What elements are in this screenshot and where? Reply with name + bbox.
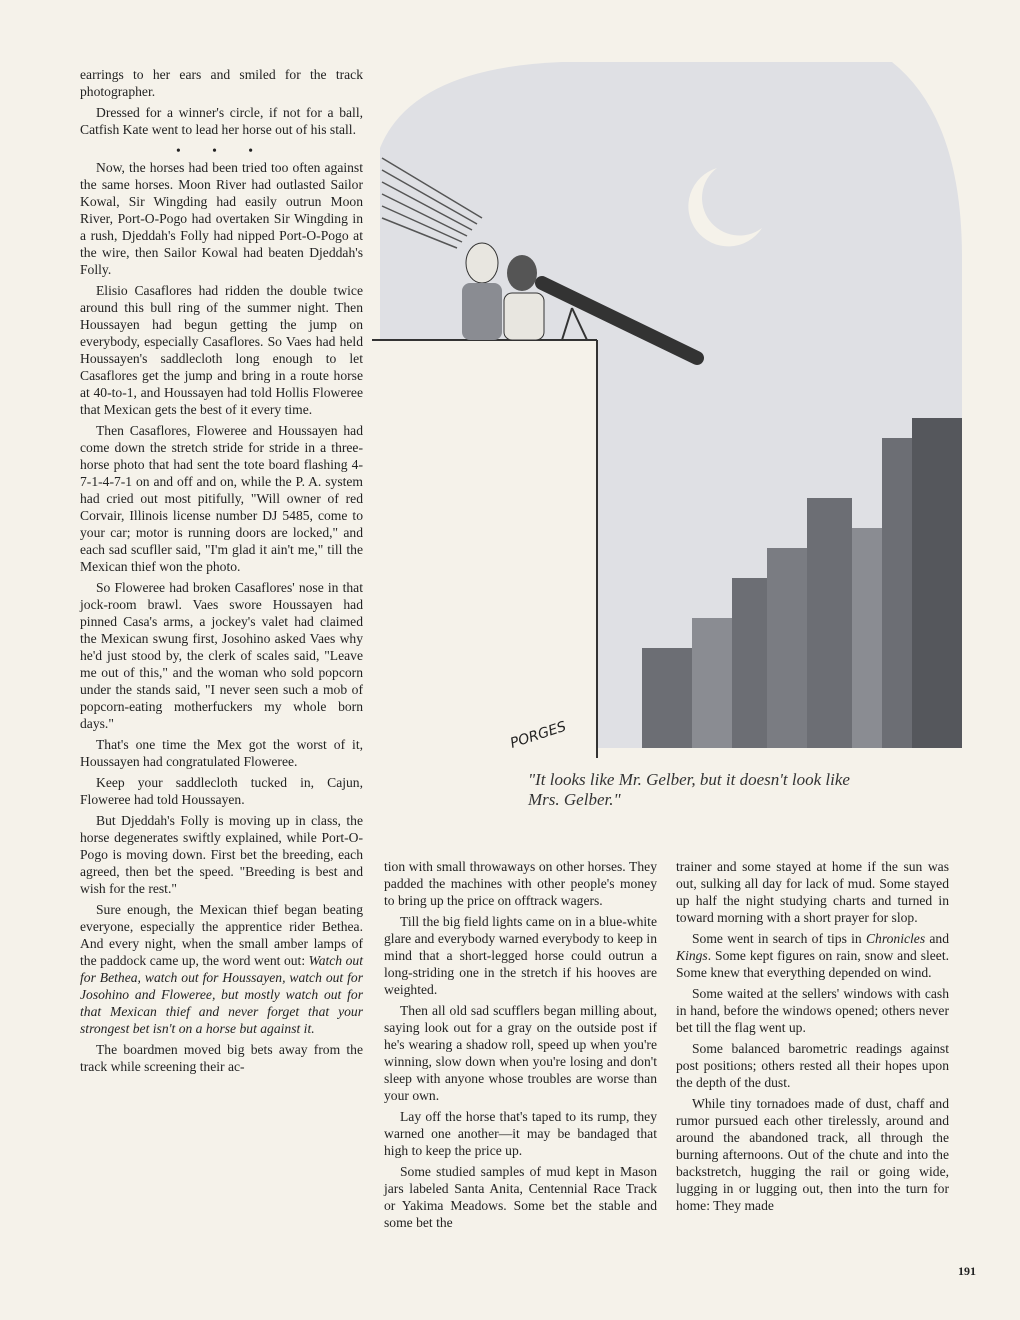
paragraph: Till the big field lights came on in a blue-white glare and everybody warned everybody to keep in mind that a short-legged horse could outrun a long-striding one in the stretch if his hooves are weighted. bbox=[384, 914, 657, 997]
paragraph: Then all old sad scufflers began milling about, saying look out for a gray on the outside post if he's wearing a shadow roll, speed up when you're winning, slow down when you're losing and don't sleep with anyone whose troubles are worse than your own. bbox=[384, 1003, 657, 1103]
paragraph: Some studied samples of mud kept in Mason jars labeled Santa Anita, Centennial Race Track or Yakima Meadows. Some bet the stable and some bet the bbox=[384, 1164, 657, 1230]
text-column-3 bbox=[676, 858, 949, 1218]
paragraph-text: . Some kept figures on rain, snow and sleet. Some knew that everything depended on wind. bbox=[676, 948, 949, 980]
paragraph-italic: Chronicles bbox=[865, 931, 926, 946]
paragraph: While tiny tornadoes made of dust, chaff and rumor pursued each other tirelessly, around and around the abandoned track, all through the burning afternoons. Out of the chute and into the backstretch, hugging the rail or going wide, lugging in or lugging out, then into the turn for home: They made bbox=[676, 1096, 949, 1213]
paragraph bbox=[676, 930, 949, 981]
paragraph-text: Some went in search of tips in bbox=[692, 931, 862, 946]
paragraph-italic: Kings bbox=[676, 948, 708, 963]
paragraph: Now, the horses had been tried too often against the same horses. Moon River had outlasted Sailor Kowal, Sir Wingding had easily outrun Moon River, Port-O-Pogo had overtaken Sir Wingding in a rush, Djeddah's Folly had nipped Port-O-Pogo at the wire, then Sailor Kowal had beaten Djeddah's Folly. bbox=[80, 160, 363, 277]
paragraph: But Djeddah's Folly is moving up in class, the horse degenerates swiftly explained, while Port-O-Pogo is moving down. First bet the breeding, each agreed, then bet the speed. "Breeding is best and wish for the rest." bbox=[80, 813, 363, 896]
paragraph-italic: Watch out for Bethea, watch out for Houssayen, watch out for Josohino and Floweree, but mostly watch out for that Mexican thief and never forget that your strongest bet isn't on a horse but against it. bbox=[80, 953, 363, 1036]
page-number: 191 bbox=[958, 1264, 976, 1278]
paragraph: Lay off the horse that's taped to its rump, they warned one another—it may be bandaged that high to keep the price up. bbox=[384, 1109, 657, 1158]
paragraph-text: Sure enough, the Mexican thief began beating everyone, especially the apprentice rider Bethea. And every night, when the small amber lamps of the paddock came up, the word went out: bbox=[80, 902, 363, 968]
paragraph: Some waited at the sellers' windows with cash in hand, before the windows opened; others never bet till the flag went up. bbox=[676, 986, 949, 1035]
paragraph: The boardmen moved big bets away from the track while screening their ac- bbox=[80, 1042, 363, 1074]
paragraph: Then Casaflores, Floweree and Houssayen had come down the stretch stride for stride in a three-horse photo that had sent the tote board flashing 4-7-1-4-7-1 on and off and on, while the P. A. system had cried out most pitifully, "Will owner of red Corvair, Illinois license number DJ 5485, come to your car; motor is running doors are locked," and each sad scufller said, "I'm glad it ain't me," till the Mexican thief won the photo. bbox=[80, 423, 363, 574]
paragraph: Keep your saddlecloth tucked in, Cajun, Floweree had told Houssayen. bbox=[80, 775, 363, 807]
text-column-2 bbox=[384, 858, 657, 1235]
paragraph-text: and bbox=[929, 931, 949, 946]
balcony-wall bbox=[372, 340, 597, 758]
section-break: • • • bbox=[175, 143, 268, 158]
paragraph: Elisio Casaflores had ridden the double twice around this bull ring of the summer night. Then Houssayen had begun getting the jump on everybody, especially Casaflores. So Vaes had held Houssayen's saddlecloth long enough to let Casaflores get the jump and bring in a route horse at 40-to-1, and Houssayen had told Hollis Floweree that Mexican gets the best of it every time. bbox=[80, 283, 363, 417]
paragraph: Dressed for a winner's circle, if not for a ball, Catfish Kate went to lead her horse out of his stall. bbox=[80, 105, 363, 137]
paragraph bbox=[80, 901, 363, 1037]
paragraph: Some balanced barometric readings against post positions; others rested all their hopes upon the depth of the dust. bbox=[676, 1041, 949, 1090]
man-figure bbox=[462, 243, 502, 340]
paragraph: earrings to her ears and smiled for the track photographer. bbox=[80, 67, 363, 99]
cartoon-illustration bbox=[372, 58, 962, 758]
text-column-1 bbox=[80, 66, 363, 1079]
paragraph: tion with small throwaways on other horses. They padded the machines with other people's money to bring up the price on offtrack wagers. bbox=[384, 859, 657, 908]
artist-signature: PORGES bbox=[508, 718, 569, 752]
paragraph: That's one time the Mex got the worst of it, Houssayen had congratulated Floweree. bbox=[80, 737, 363, 769]
paragraph: trainer and some stayed at home if the sun was out, sulking all day for lack of mud. Some stayed up half the night studying charts and turned in toward morning with a short prayer for slop. bbox=[676, 859, 949, 925]
paragraph: So Floweree had broken Casaflores' nose in that jock-room brawl. Vaes swore Houssayen had pinned Casa's arms, a jockey's valet had claimed the Mexican swung first, Josohino asked Vaes why he'd just stood by, the clerk of scales said, "Leave me out of this," and the woman who sold popcorn under the stands said, "I never seen such a mob of popcorn-eating motherfuckers my whole born days." bbox=[80, 580, 363, 731]
cartoon-caption: "It looks like Mr. Gelber, but it doesn't look like Mrs. Gelber." bbox=[528, 770, 850, 809]
